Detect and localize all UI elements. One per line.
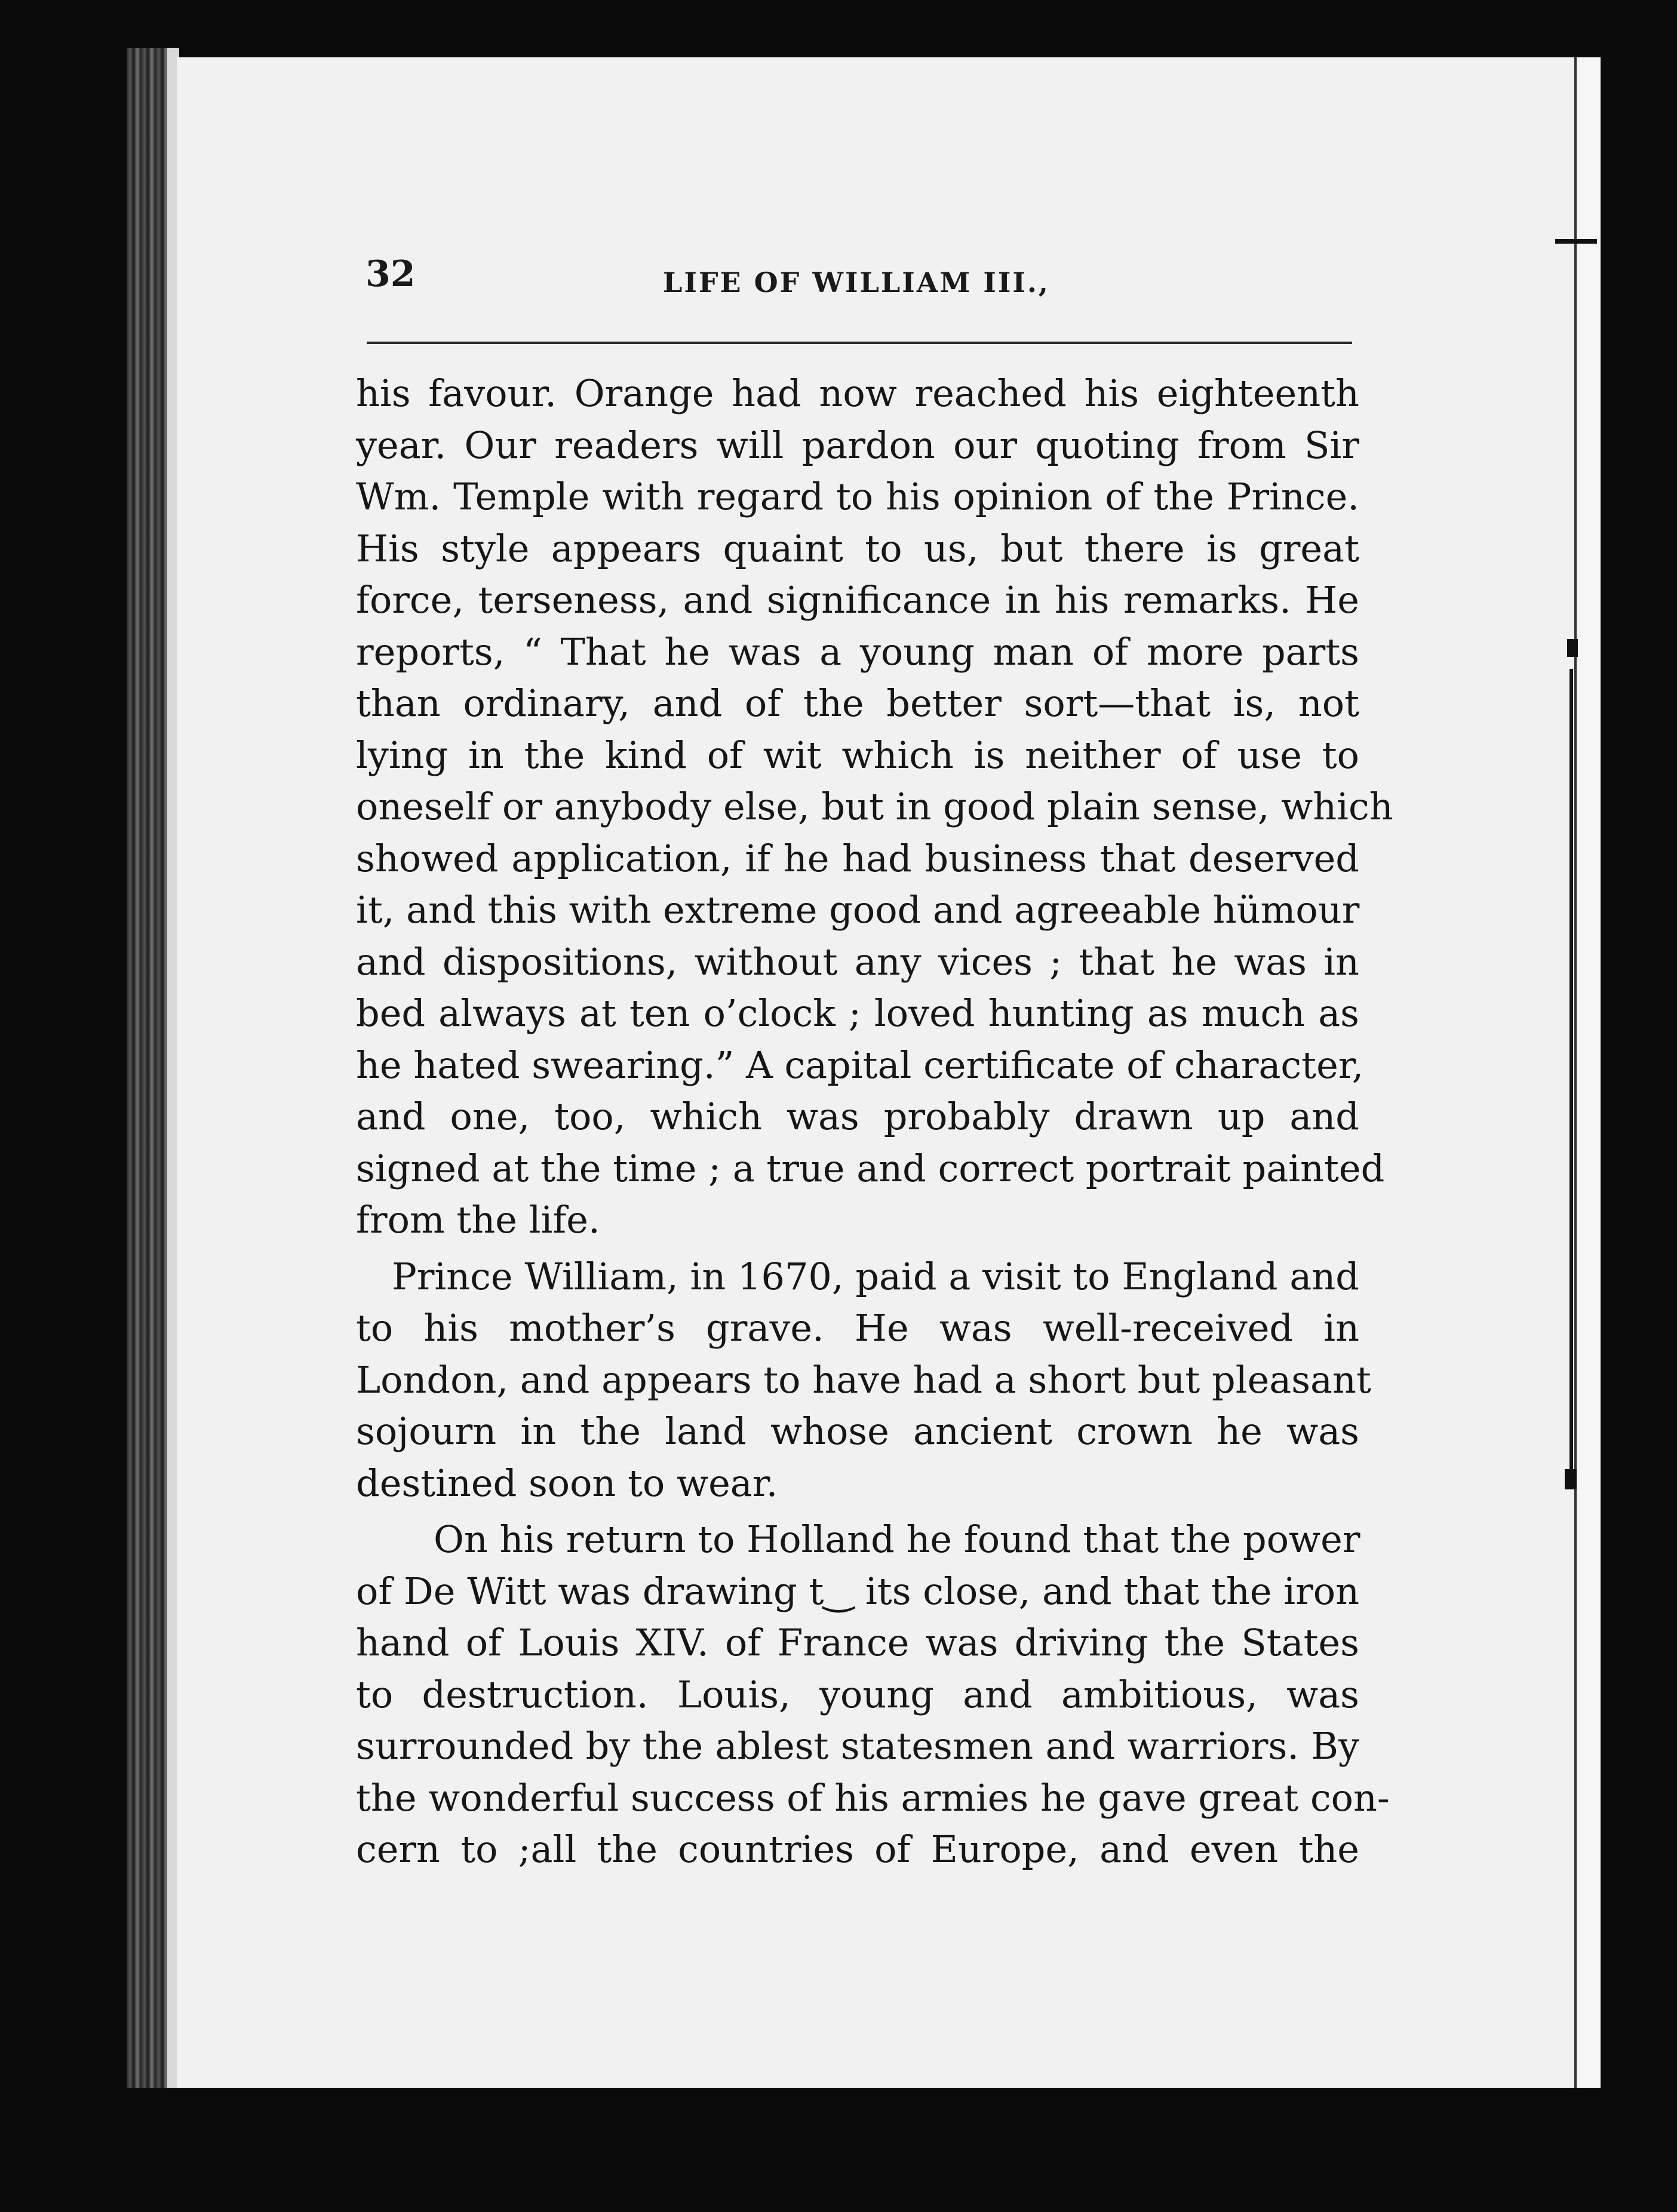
text-line: it, and this with extreme good and agreeable hümour bbox=[356, 888, 1360, 932]
margin-mark bbox=[1567, 639, 1578, 657]
text-line: from the life. bbox=[356, 1198, 600, 1242]
text-line: force, terseness, and significance in his remarks. He bbox=[356, 578, 1359, 622]
text-line: bed always at ten o’clock ; loved hunting as much as bbox=[356, 991, 1359, 1035]
text-line: and dispositions, without any vices ; that he was in bbox=[356, 939, 1359, 984]
text-line: cern to ;all the countries of Europe, and even the bbox=[356, 1827, 1359, 1871]
right-margin-strip bbox=[1574, 57, 1601, 2088]
running-title: LIFE OF WILLIAM III., bbox=[663, 266, 1050, 299]
margin-mark bbox=[1565, 1469, 1577, 1489]
text-line: surrounded by the ablest statesmen and warriors. By bbox=[356, 1724, 1359, 1768]
page-number: 32 bbox=[366, 253, 416, 295]
text-line: Wm. Temple with regard to his opinion of the Prince. bbox=[356, 475, 1359, 518]
text-line: London, and appears to have had a short but pleasant bbox=[356, 1357, 1371, 1402]
text-line: On his return to Holland he found that the power bbox=[434, 1517, 1360, 1561]
margin-mark bbox=[1555, 239, 1597, 244]
text-line: sojourn in the land whose ancient crown he was bbox=[356, 1409, 1359, 1453]
text-line: the wonderful success of his armies he gave great con- bbox=[356, 1775, 1390, 1820]
text-line: he hated swearing.” A capital certificate of character, bbox=[356, 1043, 1364, 1087]
text-line: year. Our readers will pardon our quoting from Sir bbox=[356, 423, 1359, 467]
header-rule bbox=[367, 342, 1352, 344]
scan-border-bottom bbox=[0, 2088, 1677, 2212]
text-line: than ordinary, and of the better sort—that is, not bbox=[356, 681, 1359, 725]
text-line: his favour. Orange had now reached his eighteenth bbox=[356, 371, 1359, 415]
text-line: destined soon to wear. bbox=[356, 1461, 778, 1505]
text-line: to destruction. Louis, young and ambitious, was bbox=[356, 1672, 1359, 1716]
text-line: Prince William, in 1670, paid a visit to England and bbox=[392, 1254, 1359, 1298]
text-line: His style appears quaint to us, but there is great bbox=[356, 526, 1359, 570]
text-line: hand of Louis XIV. of France was driving the States bbox=[356, 1621, 1359, 1664]
margin-mark bbox=[1570, 669, 1573, 1469]
text-line: of De Witt was drawing t‿ its close, and that the iron bbox=[356, 1569, 1359, 1613]
right-edge-rule bbox=[1574, 57, 1577, 2088]
body-text bbox=[356, 368, 1393, 1876]
text-line: signed at the time ; a true and correct portrait painted bbox=[356, 1146, 1385, 1190]
text-line: oneself or anybody else, but in good plain sense, which bbox=[356, 785, 1393, 828]
text-line: reports, “ That he was a young man of more parts bbox=[356, 629, 1359, 674]
text-line: lying in the kind of wit which is neither of use to bbox=[356, 733, 1359, 777]
text-line: showed application, if he had business that deserved bbox=[356, 836, 1359, 880]
text-line: and one, too, which was probably drawn up and bbox=[356, 1095, 1359, 1138]
text-line: to his mother’s grave. He was well-received in bbox=[356, 1306, 1359, 1350]
